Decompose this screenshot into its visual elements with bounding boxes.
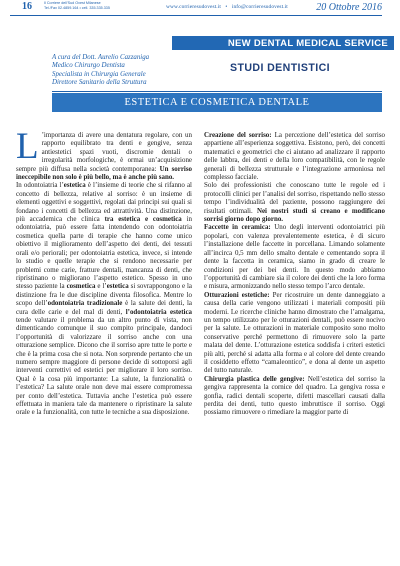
email-link[interactable]: info@corrieresudovest.it [231,4,288,10]
issue-date: 20 Ottobre 2016 [316,2,382,13]
website-link[interactable]: www.corrieresudovest.it [166,4,221,10]
paragraph-text: Nell’estetica del sorriso la gengiva rappresenta la cornice del quadro. La gengiva rossa e gonfia, radici dentali scoperte, difetti mascellari causati dalla perdita dei denti, tutto questo imbruttisce il sorriso. Oggi possiamo rimuovere o rimediare la maggior parte di [204,374,385,417]
section-divider [52,91,382,92]
publication-contacts: Tel./Fax 02.4859.164 • cell. 335.335.335 [44,6,110,10]
paragraph-text: La percezione dell’estetica del sorriso appartiene all’esperienza soggettiva. Esistono, però, dei concetti matematici e geometrici che ci aiutano ad analizzare il rapporto delle labbra, dei denti e della loro compatibilità, con le regole generali di bellezza strutturale e l’integrazione armoniosa nel complesso facciale. [204,131,385,182]
author-line: A cura del Dott. Aurelio Cazzaniga [52,54,150,61]
site-contacts [166,4,288,10]
paragraph-text: Per ricostruire un dente danneggiato a causa della carie vengono utilizzati i materiali compositi più moderni. Le ricerche cliniche hanno dimostrato che l’amalgama, un tempo utilizzato per le otturazioni dentali, può essere nocivo per la salute. Le otturazioni in materiale composito sono molto conservative perché permettono di rimuovere solo la parte malata del dente. L’otturazione estetica soddisfa i criteri estetici più alti, perché si adatta alla forma e al colore del dente creando il cosiddetto effetto “camaleontico”, e dona al dente un aspetto del tutto naturale. [204,290,385,375]
author-line: Direttore Sanitario della Struttura [52,78,147,86]
subheading: Creazione del sorriso: [204,131,272,139]
article-column-left [16,131,192,561]
page-number: 16 [22,1,32,12]
article-title-bar [52,93,382,112]
drop-cap: L [16,131,39,167]
publication-block [44,1,154,11]
article-paragraph [204,223,385,290]
article-paragraph [204,291,385,375]
article-paragraph [204,131,385,181]
masthead [10,0,398,36]
subheading: Otturazioni estetiche: [204,290,270,299]
emphasis-text: odontoiatria tradizionale [47,299,123,308]
emphasis-text: Un sorriso ineccepibile non solo è più bello, ma è anche più sano. [16,164,192,182]
emphasis-text: tra estetica e cosmetica [104,215,182,224]
paragraph-text: Uno degli interventi odontoiatrici più popolari, con valenza prevalentemente estetica, è di sicuro l’installazione delle faccette in porcellana. Limando solamente all’incirca 0,5 mm dello smalto dentale e cementando sopra il dente la faccetta in ceramica, siamo in grado di creare le condizioni per dei bei denti. In questo modo abbiamo l’opportunità di cambiare sia il colore dei denti che la loro forma e misura, armonizzando nello stesso tempo l’arco dentale. [204,223,385,291]
author-box [52,54,202,87]
article-paragraph [16,131,192,181]
emphasis-text: Nei nostri studi si creano e modificano sorrisi giorno dopo giorno. [204,206,385,224]
masthead-divider [10,15,382,16]
paragraph-text: ’importanza di avere una dentatura regolare, con un rapporto equilibrato tra denti e gengive, senza antiestetici spazi vuoti, discromie dentali o irregolarità morfologiche, è ormai un’acquisizione sempre più diffusa nella società contemporanea: [16,131,192,173]
section-title: STUDI DENTISTICI [230,62,330,74]
paragraph-text: tende valutare il problema da un altro punto di vista, non dimenticando comunque il suo compito principale, dandoci l’opportunità di valorizzare il sorriso anche con una otturazione semplice. Dicono che il sorriso apre tutte le porte e che è la prima cosa che si nota. Non sorprende pertanto che un numero sempre maggiore di persone decide di sottoporsi agli interventi correttivi ed estetici per migliorare il loro sorriso. Qual è la cosa più importante: La salute, la funzionalità o l’estetica? La salute orale non deve mai essere compromessa per conto dell’estetica. Tuttavia anche l’estetica può essere effettuata in maniera tale da mantenere o ripristinare la salute orale e la funzionalità, con tutte le tecniche a sua disposizione. [16,315,192,417]
subheading: Chirurgia plastica delle gengive: [204,374,305,383]
emphasis-text: cosmetica [66,282,96,291]
paragraph-text: in odontoiatria, può essere fatta intendendo con odontoiatria cosmetica quella parte di terapie che hanno come unico obiettivo il miglioramento dell’aspetto dei denti, dei tessuti orali e/o periorali; per odontoiatria estetica, invece, si intende lo studio e quelle terapie che si rendono necessarie per problemi come carie, fratture dentali, mancanza di denti, che ripristinano o migliorano l’aspetto estetico. Spesso in uno stesso paziente la [16,215,192,291]
article-paragraph [204,375,385,417]
paragraph-text: In odontoiatria l’ [16,181,64,190]
publication-name: Il Corriere dell'Sud Ovest Milanese [44,1,101,5]
service-banner-label: NEW DENTAL MEDICAL SERVICE [227,37,388,49]
article-column-right [204,131,385,561]
emphasis-text: l’odontoiatria estetica [125,307,192,316]
contact-separator: • [225,4,228,10]
paragraph-text: è la salute dei denti, la cura delle carie e del mal di denti, [16,299,192,316]
paragraph-text: Solo dei professionisti che conoscano tutte le regole ed i protocolli clinici per l’analisi del sorriso, rispettando nello stesso tempo l’individualità del paziente, possono raggiungere dei risultati ottimali. [204,181,385,215]
subheading: Faccette in ceramica: [204,223,271,232]
author-line: Specialista in Chirurgia Generale [52,70,146,78]
service-banner [172,36,394,50]
paragraph-text: è l’insieme di teorie che si rifanno al concetto di bellezza, relative al sorriso: è un insieme di elementi oggettivi e soggettivi, regolati dai principi sui quali si fondano i concetti di bellezza ed attrattività. Una distinzione, più accademica che clinica [16,181,192,224]
author-line: Medico Chirurgo Dentista [52,62,125,70]
paragraph-text: si sovrappongono e la distinzione fra le due discipline diventa filosofica. Mentre lo scopo dell’ [16,282,192,308]
article-paragraph [16,181,192,416]
emphasis-text: estetica [63,181,86,190]
article-paragraph [204,181,385,223]
emphasis-text: estetica [106,282,129,291]
article-title: ESTETICA E COSMETICA DENTALE [124,97,310,108]
paragraph-text: e l’ [95,282,107,291]
